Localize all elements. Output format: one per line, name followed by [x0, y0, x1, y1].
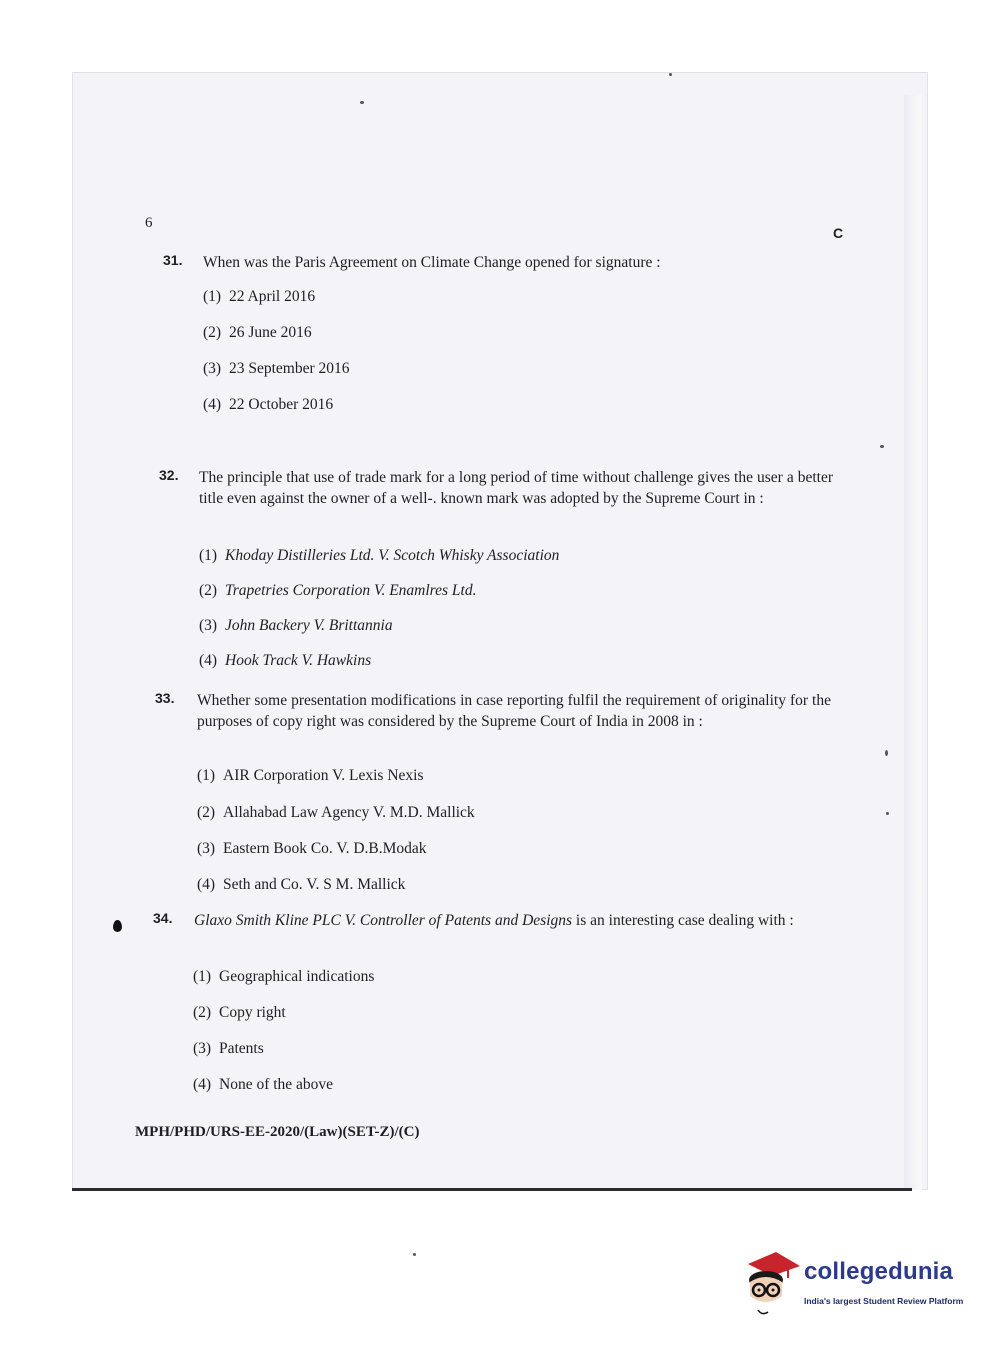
sheet-edge: [904, 95, 922, 1190]
option-1: (1) Geographical indications: [193, 968, 375, 985]
option-3: (3) Patents: [193, 1040, 264, 1057]
scan-speck: [669, 73, 672, 76]
scan-speck: [413, 1253, 416, 1256]
paper-code: MPH/PHD/URS-EE-2020/(Law)(SET-Z)/(C): [135, 1124, 420, 1140]
logo-tagline: India's largest Student Review Platform: [804, 1296, 964, 1306]
option-1: (1) 22 April 2016: [203, 288, 316, 305]
question-text: When was the Paris Agreement on Climate Change opened for signature :: [203, 254, 661, 271]
option-1: (1) AIR Corporation V. Lexis Nexis: [197, 767, 424, 784]
option-3: (3) John Backery V. Brittannia: [199, 617, 393, 634]
option-3: (3) Eastern Book Co. V. D.B.Modak: [197, 840, 427, 857]
option-3: (3) 23 September 2016: [203, 360, 350, 377]
sheet-bottom-border: [72, 1188, 912, 1191]
option-2: (2) Allahabad Law Agency V. M.D. Mallick: [197, 804, 475, 821]
margin-dot: [113, 920, 122, 932]
option-1: (1) Khoday Distilleries Ltd. V. Scotch Whisky Association: [199, 547, 560, 564]
page-number: 6: [145, 215, 153, 231]
option-2: (2) Trapetries Corporation V. Enamlres Ltd.: [199, 582, 477, 599]
question-number: 32.: [159, 467, 179, 483]
question-text: The principle that use of trade mark for a long period of time without challenge gives the user a better title even against the owner of a well-. known mark was adopted by the Supreme Court in :: [199, 469, 833, 507]
option-4: (4) Seth and Co. V. S M. Mallick: [197, 876, 406, 893]
scan-speck: [886, 812, 889, 815]
scan-speck: [885, 750, 888, 756]
option-2: (2) 26 June 2016: [203, 324, 312, 341]
question-text: Whether some presentation modifications in case reporting fulfil the requirement of originality for the purposes of copy right was considered by the Supreme Court of India in 2008 in :: [197, 692, 831, 730]
collegedunia-logo: [742, 1250, 972, 1320]
option-4: (4) None of the above: [193, 1076, 334, 1093]
option-2: (2) Copy right: [193, 1004, 286, 1021]
logo-wordmark: collegedunia: [804, 1258, 954, 1285]
mascot-icon: [742, 1250, 802, 1318]
option-4: (4) 22 October 2016: [203, 396, 334, 413]
option-4: (4) Hook Track V. Hawkins: [199, 652, 372, 669]
scan-speck: [880, 445, 884, 448]
question-number: 34.: [153, 910, 173, 926]
question-text: Glaxo Smith Kline PLC V. Controller of Patents and Designs is an interesting case dealing with :: [194, 912, 794, 929]
question-number: 31.: [163, 252, 183, 268]
question-number: 33.: [155, 690, 175, 706]
scan-speck: [360, 101, 364, 104]
set-code: C: [833, 225, 844, 241]
